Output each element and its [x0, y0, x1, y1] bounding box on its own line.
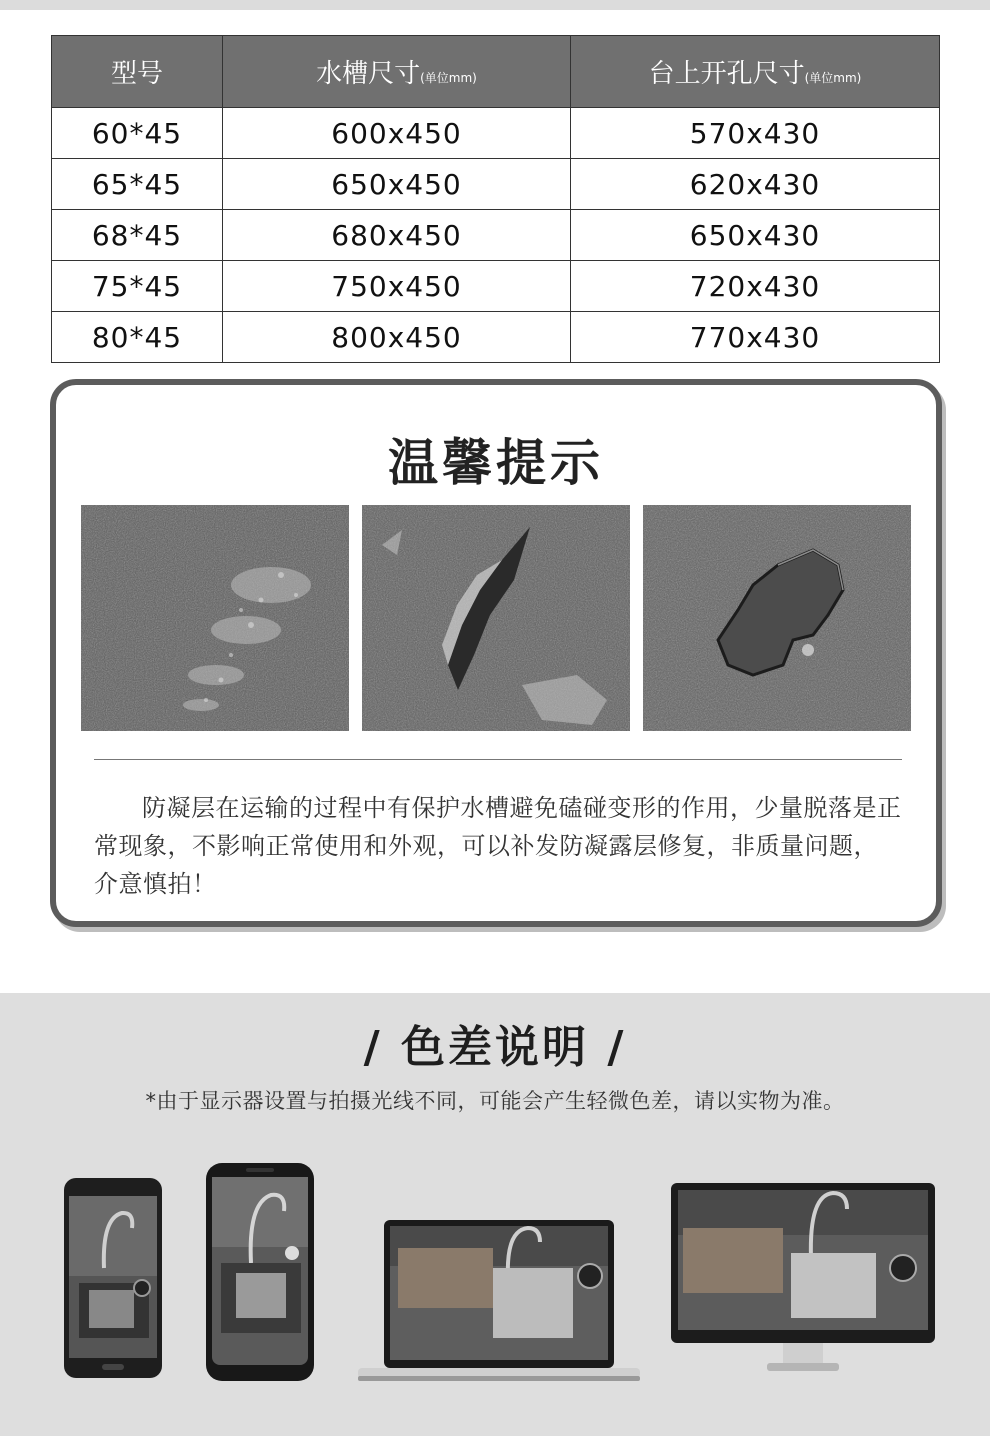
table-row — [52, 108, 940, 159]
header-model: 型号 — [52, 36, 223, 108]
color-diff-title: / 色差说明 / — [363, 1022, 627, 1073]
size-table — [51, 35, 940, 363]
cell-sink-size: 800x450 — [223, 312, 571, 363]
cell-sink-size: 680x450 — [223, 210, 571, 261]
cell-cutout-size: 570x430 — [571, 108, 940, 159]
cell-cutout-size: 620x430 — [571, 159, 940, 210]
notice-card — [50, 379, 942, 927]
laptop-icon — [358, 1218, 640, 1382]
cell-cutout-size: 720x430 — [571, 261, 940, 312]
phone-icon — [64, 1178, 162, 1378]
cell-model: 68*45 — [52, 210, 223, 261]
cell-model: 65*45 — [52, 159, 223, 210]
table-row — [52, 261, 940, 312]
header-sink-size: 水槽尺寸(单位mm) — [223, 36, 571, 108]
table-row — [52, 210, 940, 261]
header-sink-unit: (单位mm) — [420, 71, 477, 85]
cell-model: 80*45 — [52, 312, 223, 363]
color-diff-note: *由于显示器设置与拍摄光线不同，可能会产生轻微色差，请以实物为准。 — [145, 1089, 845, 1113]
cell-sink-size: 750x450 — [223, 261, 571, 312]
header-cutout-size: 台上开孔尺寸(单位mm) — [571, 36, 940, 108]
table-row — [52, 312, 940, 363]
table-header-row — [52, 36, 940, 108]
notice-divider — [94, 759, 902, 760]
cell-cutout-size: 650x430 — [571, 210, 940, 261]
coating-photo-1 — [81, 505, 349, 731]
color-diff-section — [0, 993, 990, 1436]
monitor-icon — [671, 1183, 935, 1377]
notice-text: 防凝层在运输的过程中有保护水槽避免磕碰变形的作用，少量脱落是正常现象，不影响正常使用和外观，可以补发防凝露层修复，非质量问题，介意慎拍！ — [94, 794, 902, 898]
phone-icon — [206, 1163, 314, 1381]
coating-photo-2 — [362, 505, 630, 731]
cell-cutout-size: 770x430 — [571, 312, 940, 363]
cell-sink-size: 600x450 — [223, 108, 571, 159]
header-cutout-unit: (单位mm) — [804, 71, 862, 85]
notice-title: 温馨提示 — [388, 434, 604, 492]
top-strip — [0, 0, 990, 10]
table-row — [52, 159, 940, 210]
cell-model: 60*45 — [52, 108, 223, 159]
cell-sink-size: 650x450 — [223, 159, 571, 210]
cell-model: 75*45 — [52, 261, 223, 312]
coating-photo-3 — [643, 505, 911, 731]
